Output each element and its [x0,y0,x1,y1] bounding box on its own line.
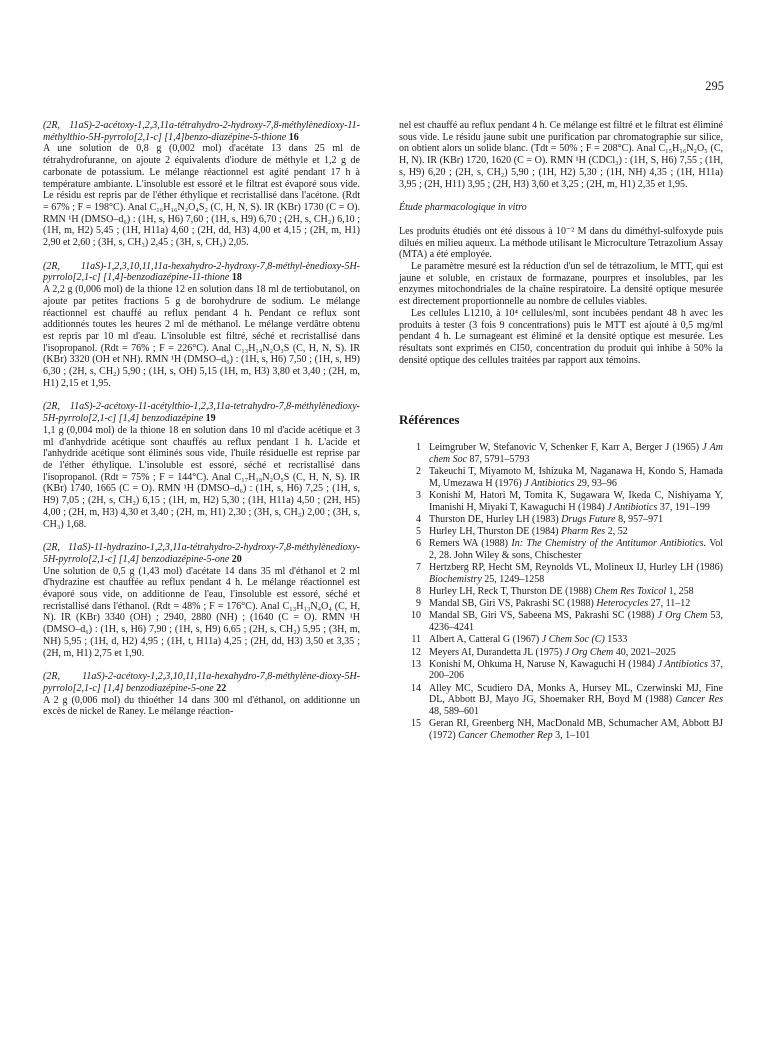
reference-text: Konishi M, Hatori M, Tomita K, Sugawara W, Ikeda C, Nishiyama Y, Imanishi H, Miyaki T, Kawaguchi H (1984) J Antibiotics 37, 191–199 [429,489,723,513]
compound-block [43,542,360,659]
compound-block [43,261,360,390]
reference-number: 13 [411,658,421,670]
reference-item [399,466,723,489]
compound-title: (2R, 11aS)-11-hydrazino-1,2,3,11a-tétrahydro-2-hydroxy-7,8-méthylènedioxy-5H-pyrrolo[2,1-c] [1,4] benzodiazépine-5-one 20 [43,542,360,565]
compound-number: 19 [205,413,216,425]
compound-number: 22 [216,682,227,694]
reference-item [399,647,723,659]
reference-text: Hurley LH, Thurston DE (1984) Pharm Res 2, 52 [429,525,628,537]
reference-number: 6 [416,538,421,550]
reference-number: 10 [411,610,421,622]
page-number: 295 [705,79,724,93]
reference-number: 3 [416,489,421,501]
reference-number: 1 [416,442,421,454]
reference-item [399,610,723,633]
compound-title: (2R, 11aS)-2-acétoxy-11-acétylthio-1,2,3,11a-tetrahydro-7,8-méthylènedioxy-5H-pyrrolo[2,1-c] [1,4] benzodiazépine 19 [43,401,360,425]
reference-text: Hurley LH, Reck T, Thurston DE (1988) Chem Res Toxicol 1, 258 [429,586,694,597]
reference-text: Thurston DE, Hurley LH (1983) Drugs Future 8, 957–971 [429,513,664,525]
reference-list [399,442,723,742]
reference-text: Takeuchi T, Miyamoto M, Ishizuka M, Naganawa H, Kondo S, Hamada M, Umezawa H (1976) J Antibiotics 29, 93–96 [429,465,723,489]
reference-number: 4 [416,513,421,525]
reference-text: Meyers AI, Durandetta JL (1975) J Org Chem 40, 2021–2025 [429,646,676,658]
left-column [43,120,360,730]
procedure-continuation: nel est chauffé au reflux pendant 4 h. Ce mélange est filtré et le filtrat est éliminé sous vide. Le résidu jaune subit une purification par chromatographie sur silice, on obtient alors un solide blanc. (Tdt = 50% ; F = 208°C). Anal C₁₅H₁₆N₂O₅ (C, H, N). IR (KBr) 1720, 1620 (C = O). RMN ¹H (CDCl₃) : (1H, S, H6) 7,55 ; (1H, s, H9) 6,20 ; (2H, s, CH₂) 5,90 ; (1H, H2) 5,30 ; (1H, NH) 4,35 ; (1H, H11a) 3,95 ; (2H, H11) 3,95 ; (2H, H3) 3,60 et 3,25 ; (2H, m, H1) 2,35 et 1,95. [399,120,723,190]
reference-number: 14 [411,682,421,694]
reference-item [399,562,723,585]
right-column [399,120,723,742]
reference-text: Remers WA (1988) In: The Chemistry of the Antitumor Antibiotics. Vol 2, 28. John Wiley & sons, Chischester [429,538,724,561]
reference-item [399,490,723,513]
compound-procedure: Une solution de 0,5 g (1,43 mol) d'acétate 14 dans 35 ml d'éthanol et 2 ml d'hydrazine est chauffée au reflux pendant 4 h. Le mélange réactionnel est évaporé sous vide, on additionne de l'eau, l'insoluble est essoré, séché et recristallisé dans l'éthanol. (Rdt = 48% ; F = 176°C). Anal C₁₃H₁₃N₄O₄ (C, H, N). IR (KBr) 3340 (OH) ; 2940, 2880 (NH) ; (1640 (C = O). RMN ¹H (DMSO–d₆) : (1H, s, H6) 7,90 ; (1H, s, H9) 6,65 ; (2H, s, CH₂) 5,95 ; (3H, m, NH) 5,95 ; (1H, d, H2) 4,95 ; (1H, t, H11a) 4,25 ; (2H, dd, H3) 3,50 et 3,35 ; (2H, m, H1) 2,75 et 1,90. [43,565,360,659]
reference-item [399,659,723,682]
compound-block [43,401,360,530]
reference-text: Hertzberg RP, Hecht SM, Reynolds VL, Molineux IJ, Hurley LH (1986) Biochemistry 25, 1249–1258 [429,562,723,585]
compound-title: (2R, 11aS)-2-acétoxy-1,2,3,10,11,11a-hexahydro-7,8-méthylène-dioxy-5H-pyrrolo[2,1-c] [1,4] benzodiazépine-5-one 22 [43,671,360,694]
references-heading: Références [399,412,460,428]
compound-procedure: A une solution de 0,8 g (0,002 mol) d'acétate 13 dans 25 ml de tétrahydrofuranne, on ajoute 2 équivalents d'iodure de méthyle et 1,2 g de carbonate de potassium. Le mélange réactionnel est agité pendant 17 h à température ambiante. L'insoluble est essoré et le filtrat est évaporé sous vide. Le résidu est repris par de l'éther éthylique et recristallisé dans l'acétone. (Rdt = 67% ; F = 198°C). Anal C₁₆H₁₆N₂O₄S₂ (C, H, N, S). IR (KBr) 1730 (C = O). RMN ¹H (DMSO–d₆) : (1H, s, H6) 7,60 ; (1H, s, H9) 6,70 ; (2H, s, CH₂) 6,10 ; (1H, m, H2) 5,45 ; (1H, H11a) 4,60 ; (2H, dd, H3) 4,00 et 4,15 ; (2H, m, H1) 2,90 et 2,60 ; (3H, s, CH₃) 2,45 ; (3H, s, CH₃) 2,05. [43,143,360,249]
reference-text: Mandal SB, Giri VS, Pakrashi SC (1988) Heterocycles 27, 11–12 [429,598,691,610]
section-title: Étude pharmacologique in vitro [399,202,527,214]
compound-number: 16 [288,131,299,143]
compound-procedure: A 2,2 g (0,006 mol) de la thione 12 en solution dans 18 ml de tertiobutanol, on ajoute par petites fractions 5 g de borohydrure de sodium. Le mélange réactionnel est chauffé au reflux pendant 4 h. Pendant ce reflux sont additionnés toutes les heures 2 ml de méthanol. Le mélange verdâtre obtenu est repris par 10 ml d'eau. L'insoluble est filtré, séché et recristallisé dans l'isopropanol. (Rdt = 76% ; F = 226°C). Anal C₁₃H₁₄N₂O₃S (C, H, N, S). IR (KBr) 3320 (OH et NH). RMN ¹H (DMSO–d₆) : (1H, s, H6) 7,50 ; (1H, s, H9) 6,30 ; (2H, s, CH₂) 5,90 ; (1H, s, OH) 5,15 (1H, m, H3) 3,80 et 3,40 ; (2H, m, H1) 2,15 et 1,95. [43,284,360,389]
compound-block [43,671,360,718]
compound-block [43,120,360,249]
reference-text: Geran RI, Greenberg NH, MacDonald MB, Schumacher AM, Abbott BJ (1972) Cancer Chemother Rep 3, 1–101 [429,718,723,741]
reference-item [399,718,723,741]
compound-number: 20 [231,553,242,565]
compound-title: (2R, 11aS)-2-acétoxy-1,2,3,11a-tétrahydro-2-hydroxy-7,8-méthylènedioxy-11-méthylthio-5H-pyrrolo[2,1-c] [1,4]benzo-diazépine-5-thione 16 [43,120,360,143]
reference-item [399,538,723,561]
reference-number: 15 [411,718,421,730]
reference-item [399,442,723,465]
reference-item [399,683,723,718]
reference-number: 5 [416,525,421,537]
reference-item [399,634,723,646]
reference-text: Leimgruber W, Stefanovic V, Schenker F, Karr A, Berger J (1965) J Am chem Soc 87, 5791–5793 [429,442,724,465]
reference-number: 8 [416,586,421,597]
reference-text: Alley MC, Scudiero DA, Monks A, Hursey ML, Czerwinski MJ, Fine DL, Abbott BJ, Mayo JG, Shoemaker RH, Boyd M (1988) Cancer Res 48, 589–601 [429,682,723,718]
compound-title: (2R, 11aS)-1,2,3,10,11,11a-hexahydro-2-hydroxy-7,8-méthyl-ènedioxy-5H-pyrrolo[2,1-c] [1,4]-benzodiazépine-11-thione 18 [43,260,360,284]
reference-text: Konishi M, Ohkuma H, Naruse N, Kawaguchi H (1984) J Antibiotics 37, 200–206 [429,658,723,682]
reference-item [399,598,723,610]
reference-item [399,526,723,538]
reference-number: 2 [416,465,421,477]
reference-number: 9 [416,598,421,610]
reference-text: Albert A, Catteral G (1967) J Chem Soc (C) 1533 [429,634,628,646]
reference-number: 11 [411,634,421,646]
compound-procedure: 1,1 g (0,004 mol) de la thione 18 en solution dans 10 ml d'acide acétique et 3 ml d'anhydride acétique sont chauffés au reflux pendant 1 h. L'acide et l'anhydride acétique sont éliminés sous vide, l'huile résiduelle est reprise par de l'éther éthylique. L'insoluble est essoré, séché et recristallisé dans l'isopropanol. (Rdt = 75% ; F = 144°C). Anal C₁₇H₁₈N₂O₅S (C, H, N, S). IR (KBr) 1740, 1665 (C = O). RMN ¹H (DMSO–d₆) : (1H, s, H6) 7,25 ; (1H, s, H9) 7,05 ; (2H, s, CH₂) 6,15 ; (1H, m, H2) 5,30 ; (1H, H11a) 4,50 ; (2H, H5) 4,00 ; (2H, m, H3) 4,30 et 3,40 ; (2H, m, H1) 2,30 ; (3H, s, CH₃) 2,00 ; (3H, s, CH₃) 1,68. [43,424,360,530]
reference-item [399,514,723,526]
reference-text: Mandal SB, Giri VS, Sabeena MS, Pakrashi SC (1988) J Org Chem 53, 4236–4241 [429,610,724,634]
reference-number: 7 [416,562,421,574]
body-paragraph: Les cellules L1210, à 10⁴ cellules/ml, sont incubées pendant 48 h avec les produits à tester (3 fois 9 concentrations) puis le MTT est ajouté à 0,5 mg/ml pendant 4 h. Le surnageant est éliminé et la densité optique est mesurée. Les résultats sont exprimés en CI50, concentration du produit qui inhibe à 50% la densité optique des cellules traitées par rapport aux témoins. [399,307,723,366]
compound-number: 18 [231,272,242,284]
reference-number: 12 [411,646,421,658]
reference-item [399,586,723,598]
body-paragraph: Le paramètre mesuré est la réduction d'un sel de tétrazolium, le MTT, qui est jaune et soluble, en cristaux de formazane, pourpres et insolubles, par les enzymes mitochondriales de la chaîne respiratoire. La densité optique mesurée est directement proportionnelle au nombre de cellules viables. [399,261,723,308]
compound-procedure: A 2 g (0,006 mol) du thioéther 14 dans 300 ml d'éthanol, on additionne un excès de nickel de Raney. Le mélange réaction- [43,694,360,718]
body-paragraph: Les produits étudiés ont été dissous à 10⁻² M dans du diméthyl-sulfoxyde puis dilués en milieu aqueux. La méthode utilisant le Microculture Tetrazolium Assay (MTA) a été employée. [399,225,723,261]
